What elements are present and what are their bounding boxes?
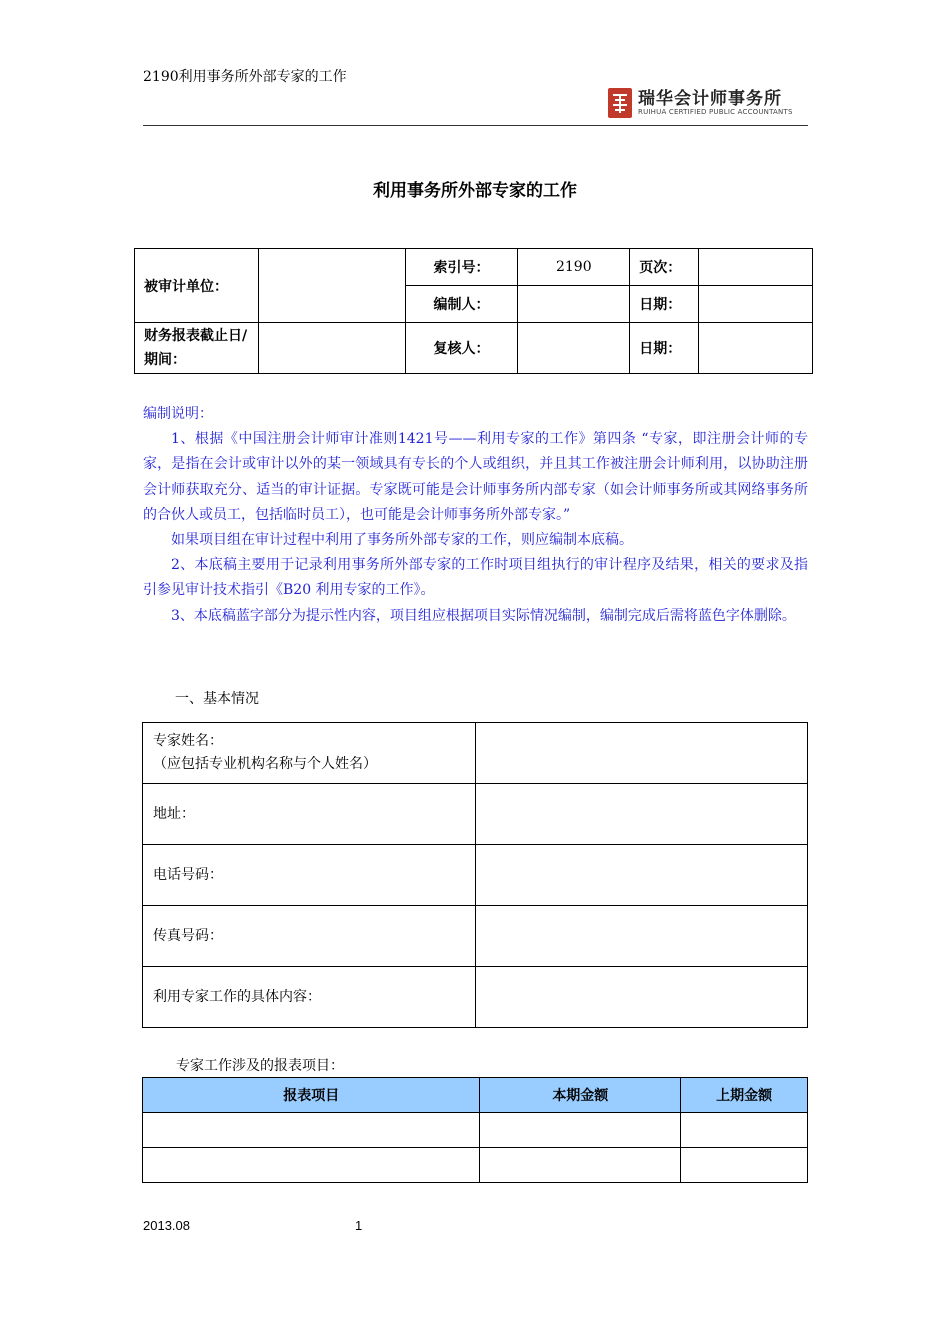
item-cell[interactable] bbox=[143, 1148, 480, 1183]
work-content-label: 利用专家工作的具体内容： bbox=[143, 967, 476, 1028]
header-doc-ref: 2190利用事务所外部专家的工作 bbox=[143, 69, 347, 85]
table-row bbox=[143, 784, 808, 845]
column-header-prior: 上期金额 bbox=[681, 1078, 808, 1113]
firm-name-en: RUIHUA CERTIFIED PUBLIC ACCOUNTANTS bbox=[638, 107, 793, 116]
phone-label: 电话号码： bbox=[143, 845, 476, 906]
report-items-table bbox=[142, 1077, 808, 1183]
notes-paragraph-3: 2、本底稿主要用于记录利用事务所外部专家的工作时项目组执行的审计程序及结果，相关的要求及指引参见审计技术指引《B20 利用专家的工作》。 bbox=[143, 557, 808, 599]
firm-logo bbox=[608, 88, 793, 118]
table-row bbox=[143, 967, 808, 1028]
prior-amount-cell[interactable] bbox=[681, 1113, 808, 1148]
notes-paragraph-2: 如果项目组在审计过程中利用了事务所外部专家的工作，则应编制本底稿。 bbox=[171, 532, 633, 549]
notes-paragraph-4: 3、本底稿蓝字部分为提示性内容，项目组应根据项目实际情况编制，编制完成后需将蓝色字体删除。 bbox=[171, 607, 796, 624]
prior-amount-cell[interactable] bbox=[681, 1148, 808, 1183]
expert-name-field[interactable] bbox=[475, 723, 807, 784]
phone-field[interactable] bbox=[475, 845, 807, 906]
address-label: 地址： bbox=[143, 784, 476, 845]
period-field[interactable] bbox=[258, 323, 405, 374]
address-field[interactable] bbox=[475, 784, 807, 845]
column-header-current: 本期金额 bbox=[480, 1078, 681, 1113]
firm-logo-icon bbox=[608, 88, 632, 118]
index-value[interactable]: 2190 bbox=[518, 249, 630, 286]
section-basic-heading: 一、基本情况 bbox=[175, 691, 259, 707]
review-date-label: 日期： bbox=[630, 323, 699, 374]
expert-name-hint: （应包括专业机构名称与个人姓名） bbox=[153, 756, 377, 772]
item-cell[interactable] bbox=[143, 1113, 480, 1148]
table-row bbox=[143, 906, 808, 967]
table-row bbox=[143, 1148, 808, 1183]
table-row bbox=[143, 845, 808, 906]
review-date-field[interactable] bbox=[699, 323, 813, 374]
page-no-label: 页次： bbox=[630, 249, 699, 286]
column-header-item: 报表项目 bbox=[143, 1078, 480, 1113]
preparer-label: 编制人： bbox=[405, 286, 518, 323]
table-row bbox=[143, 723, 808, 784]
footer-page-number: 1 bbox=[355, 1218, 363, 1233]
footer-date: 2013.08 bbox=[143, 1218, 190, 1233]
prepare-date-label: 日期： bbox=[630, 286, 699, 323]
firm-name-cn: 瑞华会计师事务所 bbox=[638, 88, 782, 109]
preparation-notes bbox=[143, 402, 808, 629]
period-label: 财务报表截止日/期间： bbox=[135, 323, 259, 374]
expert-basic-table bbox=[142, 722, 808, 1028]
current-amount-cell[interactable] bbox=[480, 1148, 681, 1183]
reviewer-label: 复核人： bbox=[405, 323, 518, 374]
work-content-field[interactable] bbox=[475, 967, 807, 1028]
preparer-field[interactable] bbox=[518, 286, 630, 323]
expert-name-label bbox=[143, 723, 476, 784]
header-divider bbox=[143, 125, 808, 126]
fax-label: 传真号码： bbox=[143, 906, 476, 967]
report-items-heading: 专家工作涉及的报表项目： bbox=[176, 1058, 344, 1074]
page-no-field[interactable] bbox=[699, 249, 813, 286]
prepare-date-field[interactable] bbox=[699, 286, 813, 323]
auditee-field[interactable] bbox=[258, 249, 405, 323]
notes-paragraph-1: 1、根据《中国注册会计师审计准则1421号——利用专家的工作》第四条 “专家，即注册会计师的专家，是指在会计或审计以外的某一领域具有专长的个人或组织，并且其工作被注册会计师利用，以协助注册会计师获取充分、适当的审计证据。专家既可能是会计师事务所内部专家（如会计师事务所或其网络事务所的合伙人或员工，包括临时员工），也可能是会计师事务所外部专家。” bbox=[143, 431, 808, 523]
page-title: 利用事务所外部专家的工作 bbox=[373, 181, 577, 201]
index-label: 索引号： bbox=[405, 249, 518, 286]
table-row bbox=[143, 1113, 808, 1148]
reviewer-field[interactable] bbox=[518, 323, 630, 374]
notes-heading: 编制说明： bbox=[143, 406, 213, 422]
fax-field[interactable] bbox=[475, 906, 807, 967]
current-amount-cell[interactable] bbox=[480, 1113, 681, 1148]
expert-name-text: 专家姓名： bbox=[153, 733, 223, 749]
auditee-label: 被审计单位： bbox=[135, 249, 259, 323]
audit-info-table bbox=[134, 248, 813, 374]
